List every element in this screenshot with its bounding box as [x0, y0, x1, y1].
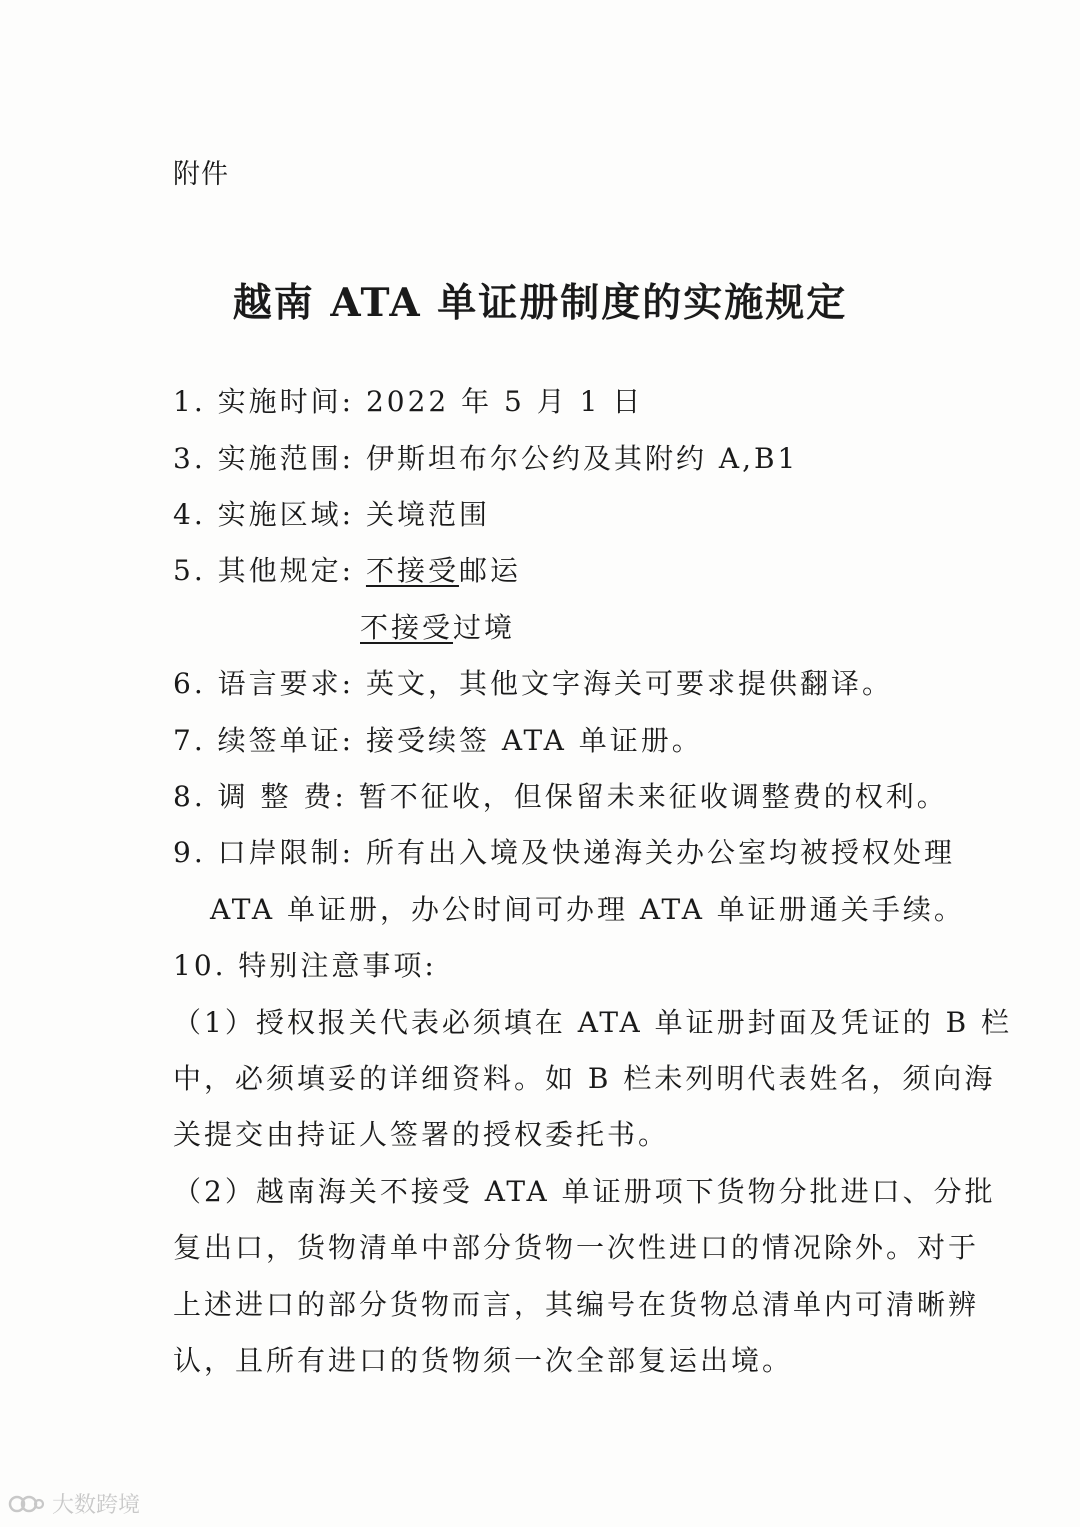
item-other-rules-transit: [360, 608, 515, 648]
item-port-restriction: 9. 口岸限制: 所有出入境及快递海关办公室均被授权处理: [173, 836, 955, 869]
note-2-line-3: 上述进口的部分货物而言，其编号在货物总清单内可清晰辨: [173, 1288, 980, 1321]
item-adjustment-fee: 8. 调 整 费: 暂不征收，但保留未来征收调整费的权利。: [173, 780, 948, 813]
attachment-label: 附件: [173, 159, 229, 190]
other-rules-transit: 过境: [453, 611, 516, 644]
other-rules-postal: 邮运: [458, 554, 521, 587]
other-rules-prefix: 5. 其他规定:: [173, 554, 366, 587]
note-1-line-3: 关提交由持证人签署的授权委托书。: [173, 1118, 670, 1151]
note-2-line-2: 复出口，货物清单中部分货物一次性进口的情况除外。对于: [173, 1231, 980, 1264]
not-accepted-underline: 不接受: [365, 554, 459, 587]
watermark: [8, 1488, 140, 1519]
watermark-text: 大数跨境: [52, 1493, 141, 1518]
note-2-line-1: （2）越南海关不接受 ATA 单证册项下货物分批进口、分批: [173, 1175, 996, 1208]
note-1-line-1: （1）授权报关代表必须填在 ATA 单证册封面及凭证的 B 栏: [173, 1006, 1013, 1039]
item-renewal: 7. 续签单证: 接受续签 ATA 单证册。: [173, 724, 703, 757]
item-implementation-time: 1. 实施时间: 2022 年 5 月 1 日: [173, 385, 644, 418]
note-1-line-2: 中，必须填妥的详细资料。如 B 栏未列明代表姓名，须向海: [173, 1062, 996, 1095]
item-language: 6. 语言要求: 英文，其他文字海关可要求提供翻译。: [173, 667, 893, 700]
item-implementation-scope: 3. 实施范围: 伊斯坦布尔公约及其附约 A,B1: [173, 442, 799, 475]
item-port-restriction-cont: ATA 单证册，办公时间可办理 ATA 单证册通关手续。: [210, 893, 965, 926]
document-title: 越南 ATA 单证册制度的实施规定: [232, 280, 848, 326]
item-other-rules: [173, 551, 521, 591]
not-accepted-underline: 不接受: [360, 611, 454, 644]
note-2-line-4: 认，且所有进口的货物须一次全部复运出境。: [173, 1344, 794, 1377]
item-implementation-area: 4. 实施区域: 关境范围: [173, 498, 490, 531]
link-logo-icon: [8, 1493, 46, 1515]
item-special-notes: 10. 特别注意事项:: [173, 949, 437, 982]
